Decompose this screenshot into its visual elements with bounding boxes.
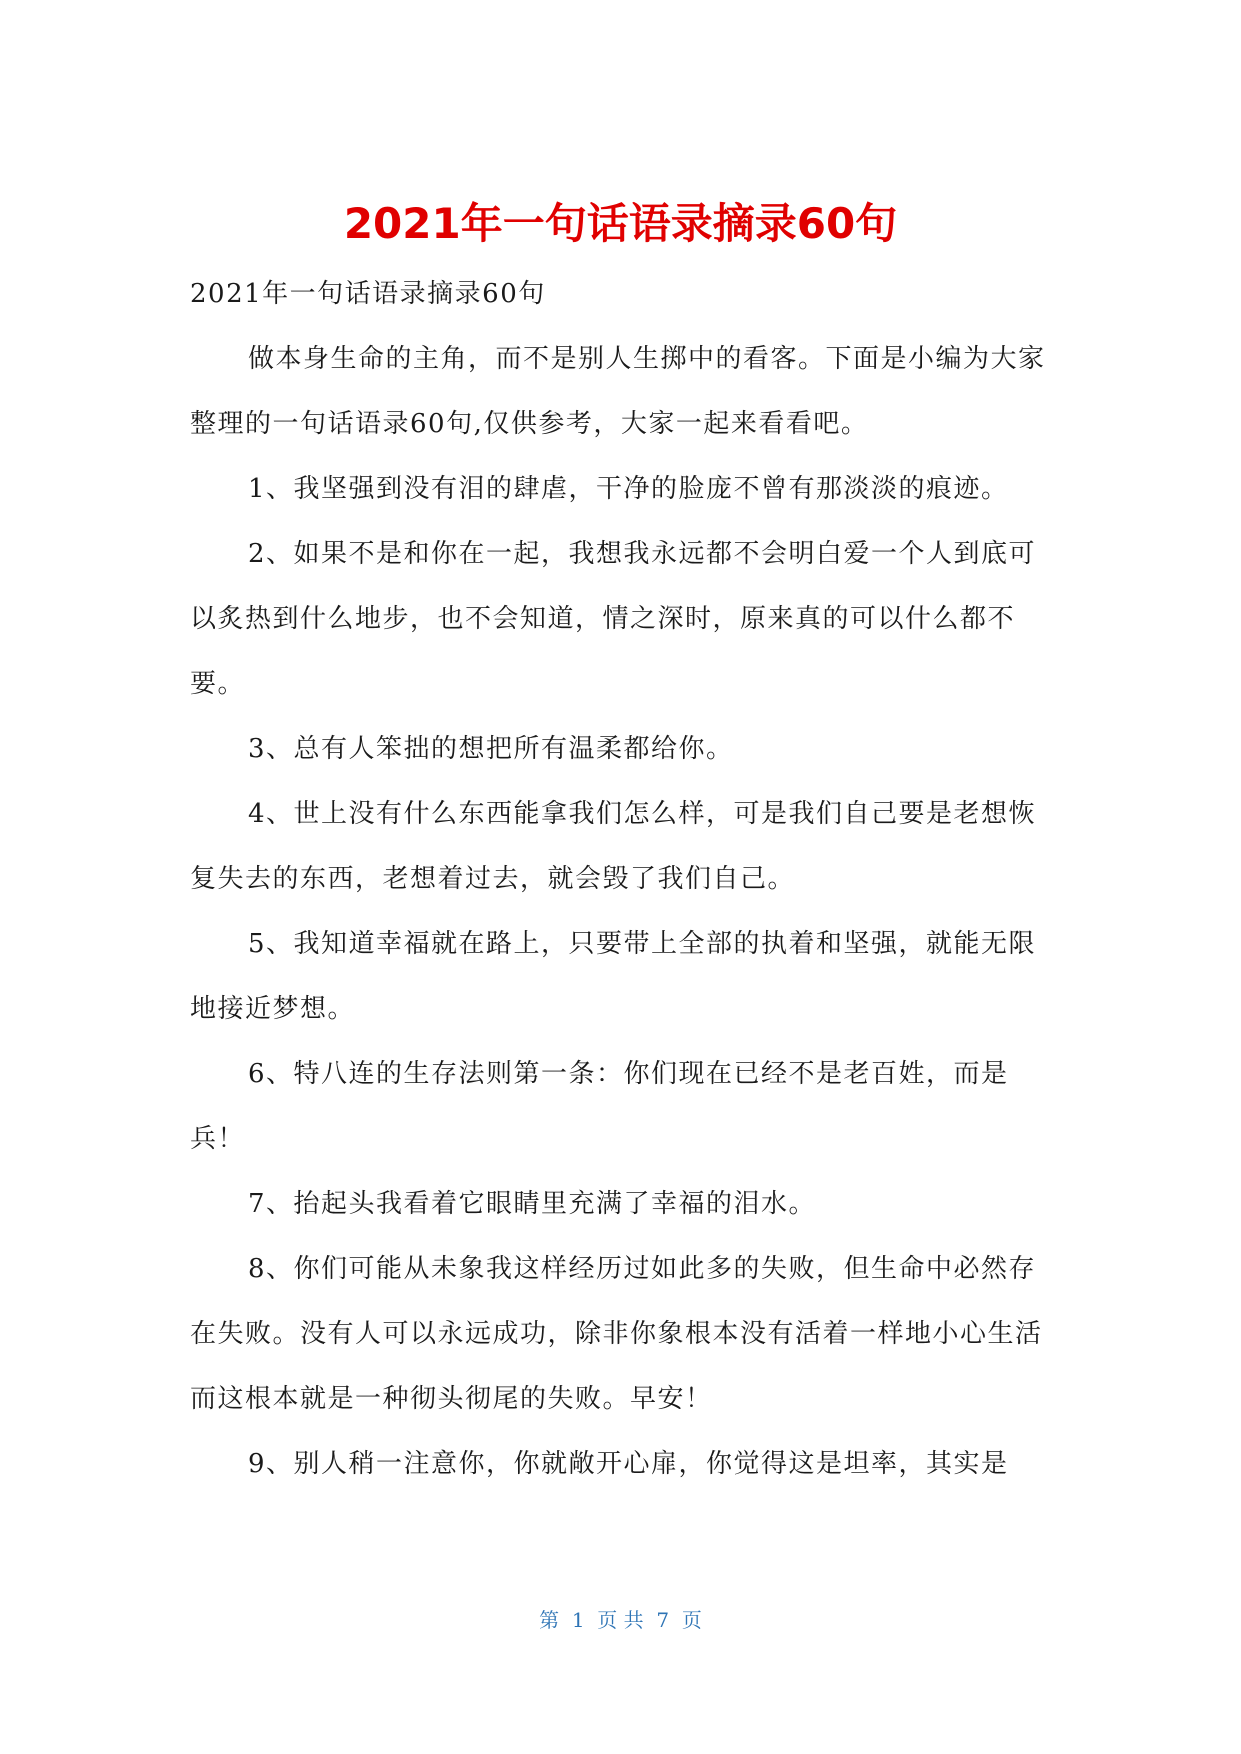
paragraph-quote-5: 5、我知道幸福就在路上，只要带上全部的执着和坚强，就能无限地接近梦想。 (190, 929, 1037, 1024)
paragraph-quote-7: 7、抬起头我看着它眼睛里充满了幸福的泪水。 (248, 1189, 817, 1219)
subtitle-line: 2021年一句话语录摘录60句 (190, 279, 546, 309)
document-title: 2021年一句话语录摘录60句 (343, 199, 898, 248)
paragraph-quote-2: 2、如果不是和你在一起，我想我永远都不会明白爱一个人到底可以炙热到什么地步，也不会知道，情之深时，原来真的可以什么都不要。 (190, 539, 1037, 699)
document-body (190, 262, 1050, 1497)
paragraph-quote-4: 4、世上没有什么东西能拿我们怎么样，可是我们自己要是老想恢复失去的东西，老想着过去，就会毁了我们自己。 (190, 799, 1037, 894)
paragraph-quote-3: 3、总有人笨拙的想把所有温柔都给你。 (248, 734, 734, 764)
page-footer: 第 1 页 共 7 页 (539, 1608, 702, 1632)
paragraph-quote-9: 9、别人稍一注意你，你就敞开心扉，你觉得这是坦率，其实是 (248, 1449, 1009, 1479)
paragraph-quote-6: 6、特八连的生存法则第一条：你们现在已经不是老百姓，而是兵！ (190, 1059, 1009, 1154)
paragraph-quote-8: 8、你们可能从未象我这样经历过如此多的失败，但生命中必然存在失败。没有人可以永远成功，除非你象根本没有活着一样地小心生活而这根本就是一种彻头彻尾的失败。早安！ (190, 1254, 1043, 1414)
paragraph-quote-1: 1、我坚强到没有泪的肆虐，干净的脸庞不曾有那淡淡的痕迹。 (248, 474, 1009, 504)
paragraph-intro: 做本身生命的主角，而不是别人生掷中的看客。下面是小编为大家整理的一句话语录60句,仅供参考，大家一起来看看吧。 (190, 344, 1046, 439)
